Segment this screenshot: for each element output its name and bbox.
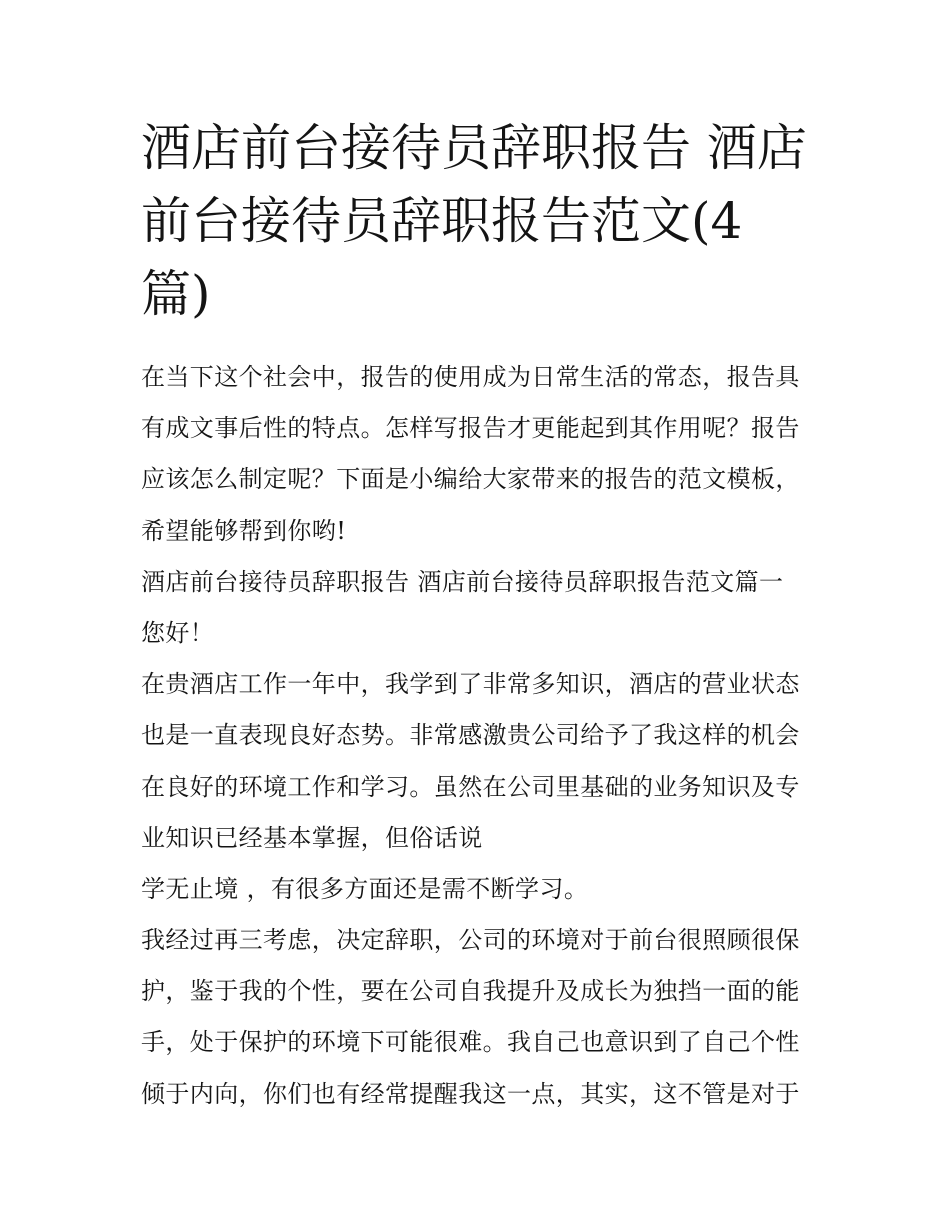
- body-line: 希望能够帮到你哟!: [141, 516, 347, 545]
- title-line: 前台接待员辞职报告范文(4: [141, 192, 743, 250]
- body-line: 倾于内向，你们也有经常提醒我这一点，其实，这不管是对于: [141, 1079, 800, 1108]
- body-line: 在良好的环境工作和学习。虽然在公司里基础的业务知识及专: [141, 772, 800, 801]
- body-line: 有成文事后性的特点。怎样写报告才更能起到其作用呢？报告: [141, 414, 800, 443]
- body-line: 业知识已经基本掌握，但俗话说: [141, 823, 483, 852]
- body-line: 应该怎么制定呢？下面是小编给大家带来的报告的范文模板，: [141, 465, 800, 494]
- body-line: 也是一直表现良好态势。非常感激贵公司给予了我这样的机会: [141, 721, 800, 750]
- body-line: 手，处于保护的环境下可能很难。我自己也意识到了自己个性: [141, 1028, 800, 1057]
- salutation: 您好！: [141, 618, 215, 647]
- document-title: [141, 112, 811, 331]
- body-line: 在当下这个社会中，报告的使用成为日常生活的常态，报告具: [141, 363, 800, 391]
- body-line: 在贵酒店工作一年中，我学到了非常多知识，酒店的营业状态: [141, 670, 800, 699]
- title-line: 篇): [141, 265, 211, 323]
- body-line: 我经过再三考虑，决定辞职，公司的环境对于前台很照顾很保: [141, 926, 800, 955]
- title-line: 酒店前台接待员辞职报告 酒店: [141, 119, 807, 177]
- body-line: 护，鉴于我的个性，要在公司自我提升及成长为独挡一面的能: [141, 977, 800, 1006]
- document-body: [141, 352, 816, 1120]
- body-line: 学无止境 ，有很多方面还是需不断学习。: [141, 874, 589, 903]
- section-heading: 酒店前台接待员辞职报告 酒店前台接待员辞职报告范文篇一: [141, 567, 784, 596]
